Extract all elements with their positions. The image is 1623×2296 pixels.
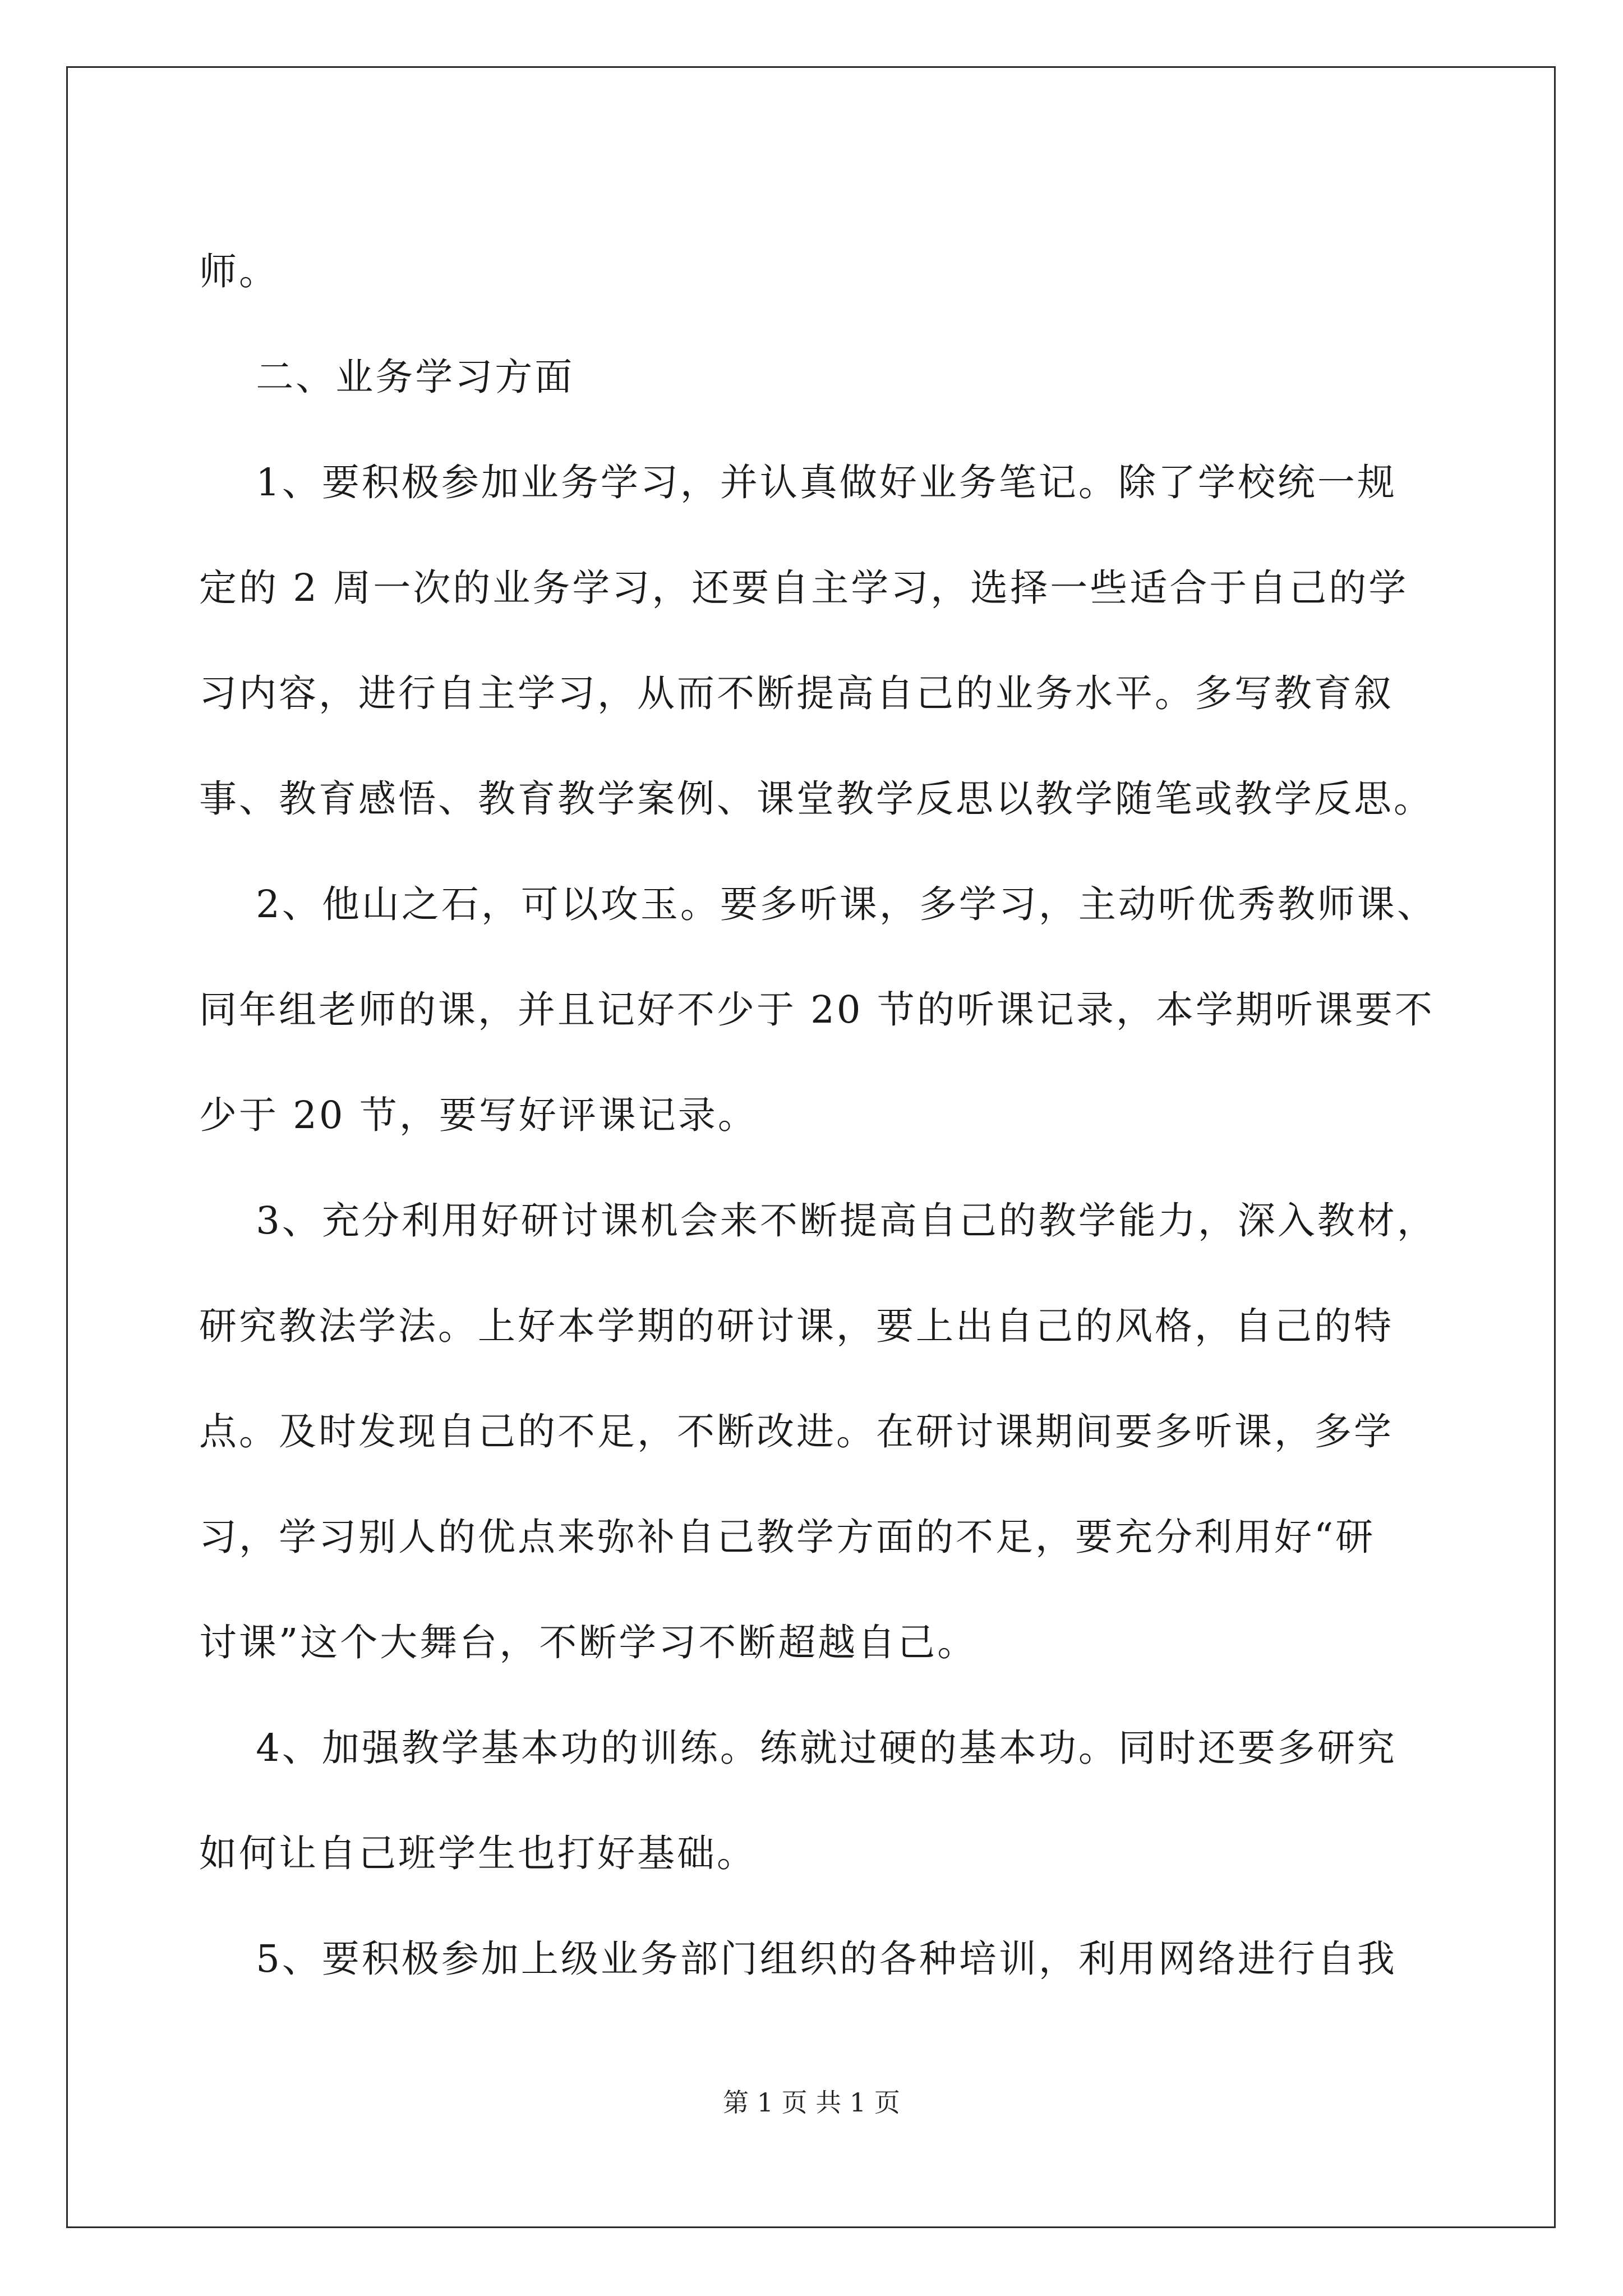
text-line-1: 师。 <box>199 250 279 293</box>
text-line-4: 定的 2 周一次的业务学习，还要自主学习，选择一些适合于自己的学 <box>199 566 1409 610</box>
text-line-6: 事、教育感悟、教育教学案例、课堂教学反思以教学随笔或教学反思。 <box>199 777 1433 821</box>
text-line-16: 如何让自己班学生也打好基础。 <box>199 1832 757 1875</box>
text-line-12: 点。及时发现自己的不足，不断改进。在研讨课期间要多听课，多学 <box>199 1410 1394 1453</box>
text-line-8: 同年组老师的课，并且记好不少于 20 节的听课记录，本学期听课要不 <box>199 988 1435 1032</box>
text-line-17: 5、要积极参加上级业务部门组织的各种培训，利用网络进行自我 <box>199 1937 1397 1981</box>
section-heading: 二、业务学习方面 <box>199 355 575 399</box>
text-line-3: 1、要积极参加业务学习，并认真做好业务笔记。除了学校统一规 <box>199 461 1397 504</box>
text-line-11: 研究教法学法。上好本学期的研讨课，要上出自己的风格，自己的特 <box>199 1304 1394 1348</box>
text-line-7: 2、他山之石，可以攻玉。要多听课，多学习，主动听优秀教师课、 <box>199 882 1437 926</box>
text-line-14: 讨课”这个大舞台，不断学习不断超越自己。 <box>199 1621 978 1664</box>
text-line-10: 3、充分利用好研讨课机会来不断提高自己的教学能力，深入教材， <box>199 1199 1437 1243</box>
text-line-15: 4、加强教学基本功的训练。练就过硬的基本功。同时还要多研究 <box>199 1726 1397 1770</box>
page-number-footer: 第 1 页 共 1 页 <box>723 2087 900 2118</box>
text-line-13: 习，学习别人的优点来弥补自己教学方面的不足，要充分利用好“研 <box>199 1515 1376 1559</box>
document-body <box>199 219 1437 2012</box>
text-line-5: 习内容，进行自主学习，从而不断提高自己的业务水平。多写教育叙 <box>199 671 1394 715</box>
text-line-9: 少于 20 节，要写好评课记录。 <box>199 1093 758 1137</box>
